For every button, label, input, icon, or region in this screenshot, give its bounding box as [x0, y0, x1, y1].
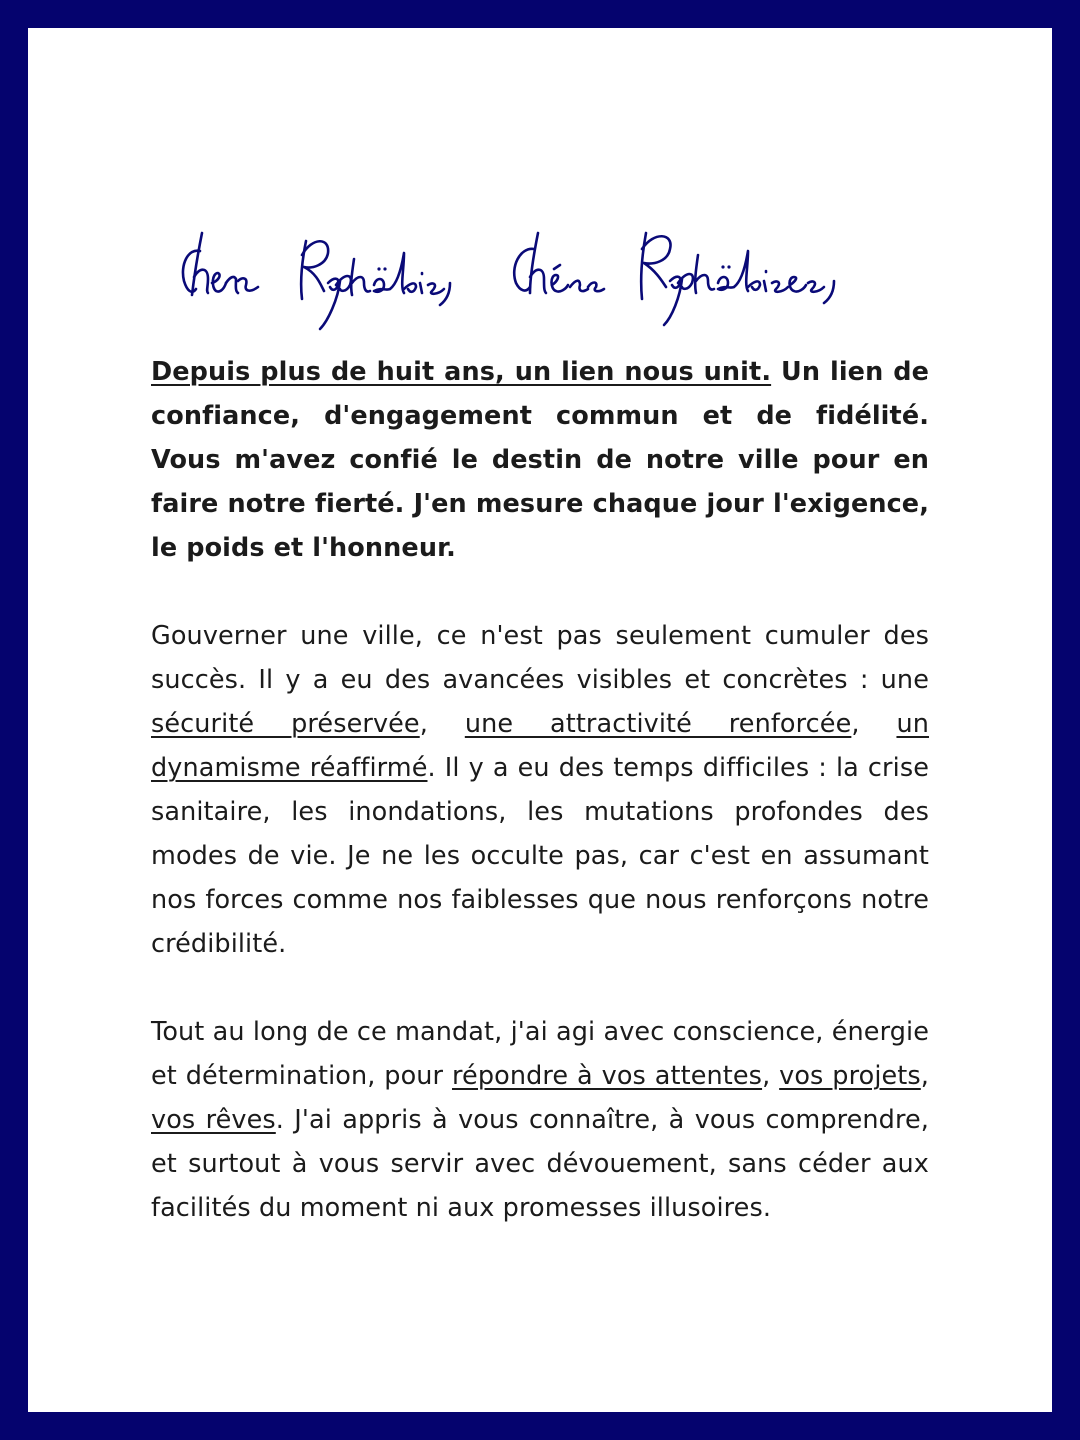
- paragraph-1-underlined: Depuis plus de huit ans, un lien nous unit.: [151, 357, 772, 387]
- paragraph-2-text-2: ,: [419, 709, 465, 739]
- paragraph-3-text-1: Tout au long de ce mandat, j'ai agi avec conscience, énergie et détermination, pour: [151, 1017, 929, 1091]
- paragraph-3-text-4: . J'ai appris à vous connaître, à vous comprendre, et surtout à vous servir avec dévouement, sans céder aux facilités du moment ni aux promesses illusoires.: [151, 1105, 929, 1223]
- paragraph-2-underline-3: un dynamisme réaffirmé: [151, 709, 929, 783]
- paragraph-3-text-3: ,: [920, 1061, 929, 1091]
- handwriting-graphic: [178, 203, 898, 343]
- paragraph-3-underline-3: vos rêves: [151, 1105, 276, 1135]
- paragraph-2-text-4: . Il y a eu des temps difficiles : la crise sanitaire, les inondations, les mutations profondes des modes de vie. Je ne les occulte pas, car c'est en assumant nos forces comme nos faiblesses que nous renforçons notre crédibilité.: [151, 753, 929, 959]
- paragraph-3-underline-1: répondre à vos attentes: [452, 1061, 763, 1091]
- letter-body: [151, 350, 929, 1274]
- paragraph-2-underline-1: sécurité préservée: [151, 709, 420, 739]
- paragraph-3-text-2: ,: [762, 1061, 780, 1091]
- paragraph-2: [151, 614, 929, 966]
- paragraph-2-text-1: Gouverner une ville, ce n'est pas seulement cumuler des succès. Il y a eu des avancées visibles et concrètes : une: [151, 621, 929, 695]
- paragraph-3-underline-2: vos projets: [779, 1061, 921, 1091]
- paragraph-2-underline-2: une attractivité renforcée: [464, 709, 852, 739]
- handwritten-salutation: [178, 203, 898, 343]
- paragraph-1-text: Un lien de confiance, d'engagement commun et de fidélité. Vous m'avez confié le destin de notre ville pour en faire notre fierté. J'en mesure chaque jour l'exigence, le poids et l'honneur.: [151, 357, 929, 563]
- paragraph-2-text-3: ,: [851, 709, 897, 739]
- paragraph-1: [151, 350, 929, 570]
- paragraph-3: [151, 1010, 929, 1230]
- letter-sheet: [28, 28, 1052, 1412]
